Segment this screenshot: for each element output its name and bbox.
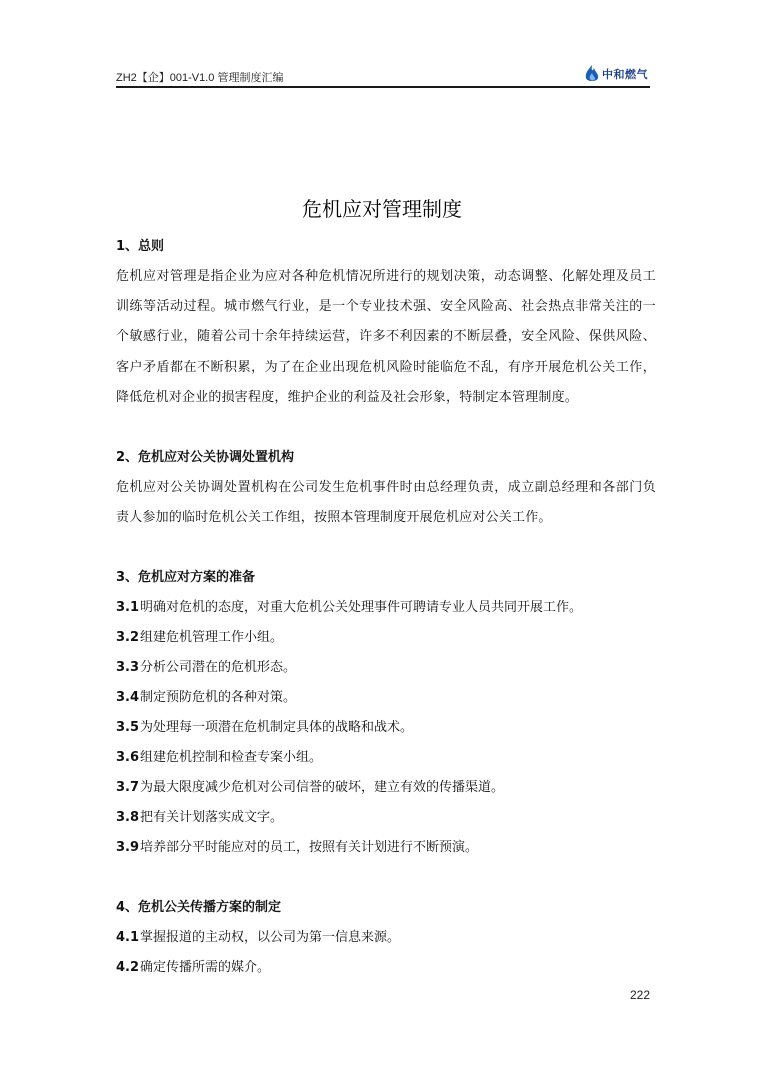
list-item [116,923,656,953]
item-text: 组建危机控制和检查专案小组。 [140,750,323,766]
section-paragraph: 危机应对管理是指企业为应对各种危机情况所进行的规划决策，动态调整、化解处理及员工训练等活动过程。城市燃气行业，是一个专业技术强、安全风险高、社会热点非常关注的一个敏感行业，随着公司十余年持续运营，许多不利因素的不断层叠，安全风险、保供风险、客户矛盾都在不断积累，为了在企业出现危机风险时能临危不乱，有序开展危机公关工作，降低危机对企业的损害程度，维护企业的利益及社会形象，特制定本管理制度。 [116,269,656,405]
item-text: 把有关计划落实成文字。 [140,810,284,826]
list-item [116,623,656,653]
header-rule [116,86,650,88]
item-number: 3.1 [116,600,140,616]
item-number: 4.2 [116,960,140,976]
page-number: 222 [629,988,650,1002]
list-item [116,773,656,803]
item-number: 3.6 [116,750,140,766]
document-code: ZH2【企】001-V1.0 管理制度汇编 [116,72,284,84]
company-logo [584,64,648,84]
item-number: 3.5 [116,720,140,736]
item-number: 3.7 [116,780,140,796]
item-number: 3.4 [116,690,140,706]
document-body [116,232,656,983]
list-item [116,953,656,983]
list-item [116,683,656,713]
item-number: 3.3 [116,660,140,676]
spacer [116,863,656,893]
spacer [116,533,656,563]
list-item [116,653,656,683]
item-number: 3.9 [116,840,140,856]
item-text: 明确对危机的态度，对重大危机公关处理事件可聘请专业人员共同开展工作。 [140,600,583,616]
item-number: 3.8 [116,810,140,826]
item-text: 制定预防危机的各种对策。 [140,690,297,706]
item-text: 掌握报道的主动权，以公司为第一信息来源。 [140,930,401,946]
section-heading: 3、危机应对方案的准备 [116,570,256,586]
logo-text: 中和燃气 [602,68,648,81]
list-item [116,593,656,623]
spacer [116,413,656,443]
item-number: 4.1 [116,930,140,946]
section-heading: 1、总则 [116,239,165,254]
list-item [116,803,656,833]
page-header [116,64,650,88]
page-title: 危机应对管理制度 [302,197,462,221]
list-item [116,713,656,743]
item-text: 为处理每一项潜在危机制定具体的战略和战术。 [140,720,414,736]
flame-icon [584,64,600,84]
item-text: 为最大限度减少危机对公司信誉的破坏，建立有效的传播渠道。 [140,780,505,796]
section-paragraph: 危机应对公关协调处置机构在公司发生危机事件时由总经理负责，成立副总经理和各部门负责人参加的临时危机公关工作组，按照本管理制度开展危机应对公关工作。 [116,480,656,526]
section-heading: 2、危机应对公关协调处置机构 [116,450,295,466]
list-item [116,833,656,863]
item-text: 分析公司潜在的危机形态。 [140,660,297,676]
list-item [116,743,656,773]
item-text: 培养部分平时能应对的员工，按照有关计划进行不断预演。 [140,840,479,856]
section-heading: 4、危机公关传播方案的制定 [116,900,282,916]
item-number: 3.2 [116,630,140,646]
item-text: 确定传播所需的媒介。 [140,960,271,976]
item-text: 组建危机管理工作小组。 [140,630,284,646]
